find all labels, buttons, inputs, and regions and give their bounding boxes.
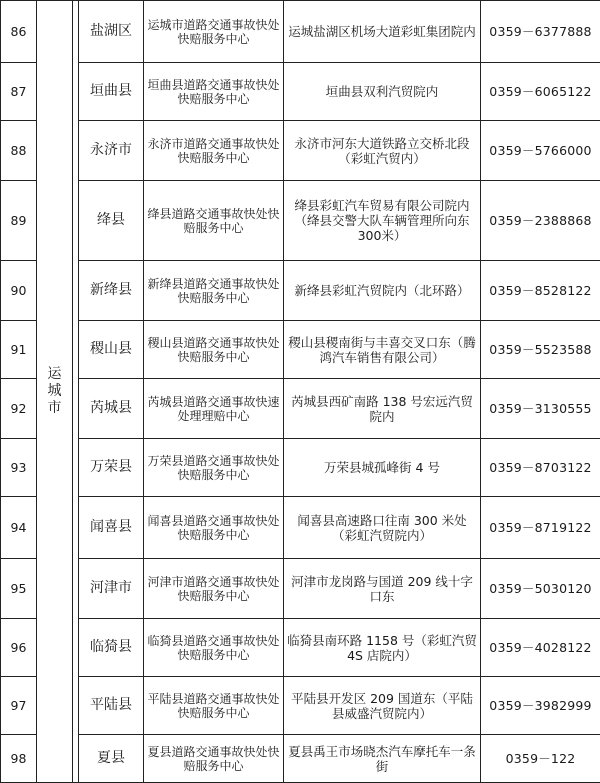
address-cell: 万荣县城孤峰街 4 号 [284, 439, 481, 497]
county-cell: 夏县 [79, 735, 144, 783]
service-center-cell: 绛县道路交通事故快处快赔服务中心 [144, 181, 284, 261]
phone-cell: 0359－5030120 [481, 559, 600, 619]
county-cell: 永济市 [79, 121, 144, 181]
address-cell: 闻喜县高速路口往南 300 米处（彩虹汽贸院内） [284, 497, 481, 559]
table-row [1, 497, 600, 559]
service-center-cell: 河津市道路交通事故快处快赔服务中心 [144, 559, 284, 619]
county-cell: 芮城县 [79, 379, 144, 439]
row-number-cell: 93 [1, 439, 37, 497]
phone-cell: 0359－3130555 [481, 379, 600, 439]
row-number-cell: 91 [1, 321, 37, 379]
county-cell: 稷山县 [79, 321, 144, 379]
county-cell: 河津市 [79, 559, 144, 619]
address-cell: 永济市河东大道铁路立交桥北段（彩虹汽贸内） [284, 121, 481, 181]
phone-cell: 0359－3982999 [481, 677, 600, 735]
phone-cell: 0359－8528122 [481, 261, 600, 321]
county-cell: 垣曲县 [79, 63, 144, 121]
county-cell: 闻喜县 [79, 497, 144, 559]
phone-cell: 0359－5766000 [481, 121, 600, 181]
service-center-cell: 万荣县道路交通事故快处快赔服务中心 [144, 439, 284, 497]
row-number-cell: 88 [1, 121, 37, 181]
address-cell: 运城盐湖区机场大道彩虹集团院内 [284, 1, 481, 63]
address-cell: 临猗县南环路 1158 号（彩虹汽贸 4S 店院内） [284, 619, 481, 677]
address-cell: 芮城县西矿南路 138 号宏远汽贸院内 [284, 379, 481, 439]
address-cell: 稷山县稷南街与丰喜交叉口东（腾鸿汽车销售有限公司） [284, 321, 481, 379]
row-number-cell: 96 [1, 619, 37, 677]
row-number-cell: 90 [1, 261, 37, 321]
table-row [1, 63, 600, 121]
service-center-cell: 平陆县道路交通事故快处快赔服务中心 [144, 677, 284, 735]
address-cell: 夏县禹王市场晓杰汽车摩托车一条街 [284, 735, 481, 783]
county-cell: 平陆县 [79, 677, 144, 735]
phone-cell: 0359－4028122 [481, 619, 600, 677]
address-cell: 新绛县彩虹汽贸院内（北环路） [284, 261, 481, 321]
city-label: 运城市 [48, 366, 62, 417]
county-cell: 绛县 [79, 181, 144, 261]
phone-cell: 0359－2388868 [481, 181, 600, 261]
table-row [1, 321, 600, 379]
service-center-cell: 夏县道路交通事故快处快赔服务中心 [144, 735, 284, 783]
table-row [1, 121, 600, 181]
service-center-cell: 新绛县道路交通事故快处快赔服务中心 [144, 261, 284, 321]
row-number-cell: 98 [1, 735, 37, 783]
phone-cell: 0359－8703122 [481, 439, 600, 497]
address-cell: 垣曲县双利汽贸院内 [284, 63, 481, 121]
row-number-cell: 89 [1, 181, 37, 261]
table-row [1, 735, 600, 783]
service-center-cell: 芮城县道路交通事故快速处理理赔中心 [144, 379, 284, 439]
table-row [1, 261, 600, 321]
row-number-cell: 97 [1, 677, 37, 735]
service-center-cell: 垣曲县道路交通事故快处快赔服务中心 [144, 63, 284, 121]
city-cell [37, 1, 73, 783]
address-cell: 平陆县开发区 209 国道东（平陆县威盛汽贸院内） [284, 677, 481, 735]
county-cell: 临猗县 [79, 619, 144, 677]
address-cell: 河津市龙岗路与国道 209 线十字口东 [284, 559, 481, 619]
phone-cell: 0359－122 [481, 735, 600, 783]
row-number-cell: 87 [1, 63, 37, 121]
row-number-cell: 92 [1, 379, 37, 439]
table-row [1, 1, 600, 63]
service-center-cell: 临猗县道路交通事故快处快赔服务中心 [144, 619, 284, 677]
county-cell: 万荣县 [79, 439, 144, 497]
phone-cell: 0359－8719122 [481, 497, 600, 559]
phone-cell: 0359－6377888 [481, 1, 600, 63]
row-number-cell: 94 [1, 497, 37, 559]
table-row [1, 379, 600, 439]
row-number-cell: 95 [1, 559, 37, 619]
service-center-cell: 运城市道路交通事故快处快赔服务中心 [144, 1, 284, 63]
phone-cell: 0359－6065122 [481, 63, 600, 121]
phone-cell: 0359－5523588 [481, 321, 600, 379]
county-cell: 盐湖区 [79, 1, 144, 63]
service-center-cell: 闻喜县道路交通事故快处快赔服务中心 [144, 497, 284, 559]
table-row [1, 181, 600, 261]
table-row [1, 559, 600, 619]
row-number-cell: 86 [1, 1, 37, 63]
address-cell: 绛县彩虹汽车贸易有限公司院内（绛县交警大队车辆管理所向东 300米） [284, 181, 481, 261]
service-center-cell: 永济市道路交通事故快处快赔服务中心 [144, 121, 284, 181]
table-row [1, 619, 600, 677]
table-row [1, 439, 600, 497]
table-row [1, 677, 600, 735]
county-cell: 新绛县 [79, 261, 144, 321]
service-center-cell: 稷山县道路交通事故快处快赔服务中心 [144, 321, 284, 379]
